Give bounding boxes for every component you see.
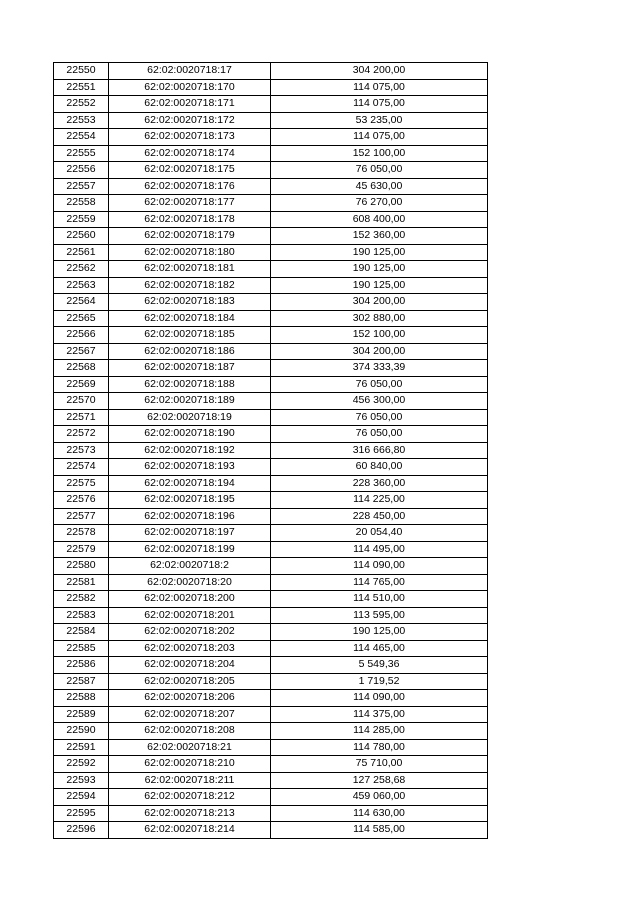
row-number-cell: 22554 — [54, 129, 109, 146]
cadastral-number-cell: 62:02:0020718:172 — [109, 112, 271, 129]
cadastral-number-cell: 62:02:0020718:174 — [109, 145, 271, 162]
value-cell: 114 465,00 — [271, 640, 488, 657]
row-number-cell: 22583 — [54, 607, 109, 624]
row-number-cell: 22586 — [54, 657, 109, 674]
table-row — [54, 178, 488, 195]
table-row — [54, 261, 488, 278]
table-body — [54, 63, 488, 839]
row-number-cell: 22569 — [54, 376, 109, 393]
table-row — [54, 756, 488, 773]
value-cell: 1 719,52 — [271, 673, 488, 690]
value-cell: 114 075,00 — [271, 79, 488, 96]
row-number-cell: 22579 — [54, 541, 109, 558]
cadastral-value-table — [53, 62, 488, 839]
table-row — [54, 459, 488, 476]
value-cell: 190 125,00 — [271, 244, 488, 261]
row-number-cell: 22568 — [54, 360, 109, 377]
cadastral-number-cell: 62:02:0020718:173 — [109, 129, 271, 146]
table-row — [54, 393, 488, 410]
table-row — [54, 426, 488, 443]
cadastral-number-cell: 62:02:0020718:196 — [109, 508, 271, 525]
row-number-cell: 22592 — [54, 756, 109, 773]
row-number-cell: 22563 — [54, 277, 109, 294]
value-cell: 456 300,00 — [271, 393, 488, 410]
table-row — [54, 376, 488, 393]
row-number-cell: 22571 — [54, 409, 109, 426]
cadastral-number-cell: 62:02:0020718:213 — [109, 805, 271, 822]
cadastral-number-cell: 62:02:0020718:20 — [109, 574, 271, 591]
table-row — [54, 591, 488, 608]
table-row — [54, 525, 488, 542]
cadastral-number-cell: 62:02:0020718:180 — [109, 244, 271, 261]
value-cell: 76 050,00 — [271, 409, 488, 426]
value-cell: 608 400,00 — [271, 211, 488, 228]
table-row — [54, 574, 488, 591]
cadastral-number-cell: 62:02:0020718:19 — [109, 409, 271, 426]
cadastral-number-cell: 62:02:0020718:197 — [109, 525, 271, 542]
table-row — [54, 360, 488, 377]
value-cell: 20 054,40 — [271, 525, 488, 542]
value-cell: 114 495,00 — [271, 541, 488, 558]
table-row — [54, 310, 488, 327]
value-cell: 190 125,00 — [271, 261, 488, 278]
value-cell: 45 630,00 — [271, 178, 488, 195]
row-number-cell: 22561 — [54, 244, 109, 261]
value-cell: 114 375,00 — [271, 706, 488, 723]
row-number-cell: 22567 — [54, 343, 109, 360]
table-row — [54, 277, 488, 294]
cadastral-number-cell: 62:02:0020718:207 — [109, 706, 271, 723]
cadastral-number-cell: 62:02:0020718:176 — [109, 178, 271, 195]
value-cell: 127 258,68 — [271, 772, 488, 789]
table-row — [54, 442, 488, 459]
cadastral-number-cell: 62:02:0020718:189 — [109, 393, 271, 410]
table-row — [54, 343, 488, 360]
value-cell: 190 125,00 — [271, 624, 488, 641]
table-row — [54, 805, 488, 822]
value-cell: 114 075,00 — [271, 129, 488, 146]
table-row — [54, 640, 488, 657]
value-cell: 76 050,00 — [271, 376, 488, 393]
table-row — [54, 789, 488, 806]
value-cell: 114 075,00 — [271, 96, 488, 113]
row-number-cell: 22564 — [54, 294, 109, 311]
value-cell: 53 235,00 — [271, 112, 488, 129]
value-cell: 114 630,00 — [271, 805, 488, 822]
value-cell: 190 125,00 — [271, 277, 488, 294]
value-cell: 75 710,00 — [271, 756, 488, 773]
cadastral-number-cell: 62:02:0020718:205 — [109, 673, 271, 690]
cadastral-number-cell: 62:02:0020718:195 — [109, 492, 271, 509]
value-cell: 114 765,00 — [271, 574, 488, 591]
value-cell: 228 450,00 — [271, 508, 488, 525]
row-number-cell: 22588 — [54, 690, 109, 707]
value-cell: 316 666,80 — [271, 442, 488, 459]
cadastral-number-cell: 62:02:0020718:188 — [109, 376, 271, 393]
cadastral-number-cell: 62:02:0020718:170 — [109, 79, 271, 96]
value-cell: 114 090,00 — [271, 558, 488, 575]
row-number-cell: 22559 — [54, 211, 109, 228]
cadastral-number-cell: 62:02:0020718:190 — [109, 426, 271, 443]
value-cell: 374 333,39 — [271, 360, 488, 377]
cadastral-number-cell: 62:02:0020718:186 — [109, 343, 271, 360]
table-row — [54, 228, 488, 245]
row-number-cell: 22566 — [54, 327, 109, 344]
row-number-cell: 22572 — [54, 426, 109, 443]
value-cell: 5 549,36 — [271, 657, 488, 674]
cadastral-number-cell: 62:02:0020718:212 — [109, 789, 271, 806]
value-cell: 304 200,00 — [271, 294, 488, 311]
cadastral-number-cell: 62:02:0020718:208 — [109, 723, 271, 740]
cadastral-number-cell: 62:02:0020718:183 — [109, 294, 271, 311]
value-cell: 304 200,00 — [271, 63, 488, 80]
value-cell: 76 270,00 — [271, 195, 488, 212]
cadastral-number-cell: 62:02:0020718:181 — [109, 261, 271, 278]
value-cell: 302 880,00 — [271, 310, 488, 327]
table-row — [54, 63, 488, 80]
row-number-cell: 22575 — [54, 475, 109, 492]
cadastral-number-cell: 62:02:0020718:185 — [109, 327, 271, 344]
cadastral-number-cell: 62:02:0020718:202 — [109, 624, 271, 641]
cadastral-number-cell: 62:02:0020718:206 — [109, 690, 271, 707]
cadastral-number-cell: 62:02:0020718:194 — [109, 475, 271, 492]
row-number-cell: 22557 — [54, 178, 109, 195]
table-row — [54, 822, 488, 839]
table-row — [54, 129, 488, 146]
row-number-cell: 22580 — [54, 558, 109, 575]
value-cell: 113 595,00 — [271, 607, 488, 624]
row-number-cell: 22587 — [54, 673, 109, 690]
row-number-cell: 22573 — [54, 442, 109, 459]
table-row — [54, 492, 488, 509]
table-row — [54, 327, 488, 344]
value-cell: 114 090,00 — [271, 690, 488, 707]
table-row — [54, 657, 488, 674]
table-row — [54, 739, 488, 756]
row-number-cell: 22558 — [54, 195, 109, 212]
row-number-cell: 22553 — [54, 112, 109, 129]
table-row — [54, 79, 488, 96]
cadastral-number-cell: 62:02:0020718:200 — [109, 591, 271, 608]
cadastral-number-cell: 62:02:0020718:193 — [109, 459, 271, 476]
cadastral-number-cell: 62:02:0020718:210 — [109, 756, 271, 773]
cadastral-number-cell: 62:02:0020718:177 — [109, 195, 271, 212]
table-row — [54, 475, 488, 492]
row-number-cell: 22576 — [54, 492, 109, 509]
cadastral-number-cell: 62:02:0020718:182 — [109, 277, 271, 294]
row-number-cell: 22594 — [54, 789, 109, 806]
value-cell: 76 050,00 — [271, 162, 488, 179]
row-number-cell: 22585 — [54, 640, 109, 657]
table-row — [54, 195, 488, 212]
value-cell: 152 360,00 — [271, 228, 488, 245]
value-cell: 114 780,00 — [271, 739, 488, 756]
row-number-cell: 22555 — [54, 145, 109, 162]
row-number-cell: 22590 — [54, 723, 109, 740]
row-number-cell: 22591 — [54, 739, 109, 756]
table-row — [54, 244, 488, 261]
cadastral-number-cell: 62:02:0020718:171 — [109, 96, 271, 113]
row-number-cell: 22581 — [54, 574, 109, 591]
table-row — [54, 211, 488, 228]
table-row — [54, 508, 488, 525]
value-cell: 228 360,00 — [271, 475, 488, 492]
row-number-cell: 22596 — [54, 822, 109, 839]
value-cell: 459 060,00 — [271, 789, 488, 806]
table-row — [54, 409, 488, 426]
row-number-cell: 22578 — [54, 525, 109, 542]
value-cell: 152 100,00 — [271, 145, 488, 162]
table-row — [54, 96, 488, 113]
value-cell: 304 200,00 — [271, 343, 488, 360]
cadastral-number-cell: 62:02:0020718:199 — [109, 541, 271, 558]
value-cell: 114 585,00 — [271, 822, 488, 839]
cadastral-number-cell: 62:02:0020718:192 — [109, 442, 271, 459]
row-number-cell: 22552 — [54, 96, 109, 113]
row-number-cell: 22589 — [54, 706, 109, 723]
cadastral-number-cell: 62:02:0020718:211 — [109, 772, 271, 789]
value-cell: 114 225,00 — [271, 492, 488, 509]
table-row — [54, 558, 488, 575]
cadastral-number-cell: 62:02:0020718:214 — [109, 822, 271, 839]
row-number-cell: 22577 — [54, 508, 109, 525]
table-row — [54, 673, 488, 690]
row-number-cell: 22565 — [54, 310, 109, 327]
cadastral-number-cell: 62:02:0020718:201 — [109, 607, 271, 624]
row-number-cell: 22570 — [54, 393, 109, 410]
cadastral-number-cell: 62:02:0020718:203 — [109, 640, 271, 657]
value-cell: 76 050,00 — [271, 426, 488, 443]
cadastral-number-cell: 62:02:0020718:2 — [109, 558, 271, 575]
table-row — [54, 162, 488, 179]
row-number-cell: 22562 — [54, 261, 109, 278]
row-number-cell: 22574 — [54, 459, 109, 476]
row-number-cell: 22560 — [54, 228, 109, 245]
cadastral-number-cell: 62:02:0020718:175 — [109, 162, 271, 179]
cadastral-number-cell: 62:02:0020718:179 — [109, 228, 271, 245]
table-row — [54, 294, 488, 311]
table-row — [54, 607, 488, 624]
value-cell: 60 840,00 — [271, 459, 488, 476]
cadastral-number-cell: 62:02:0020718:17 — [109, 63, 271, 80]
row-number-cell: 22551 — [54, 79, 109, 96]
row-number-cell: 22595 — [54, 805, 109, 822]
row-number-cell: 22550 — [54, 63, 109, 80]
row-number-cell: 22582 — [54, 591, 109, 608]
table-row — [54, 541, 488, 558]
table-row — [54, 112, 488, 129]
row-number-cell: 22556 — [54, 162, 109, 179]
value-cell: 152 100,00 — [271, 327, 488, 344]
cadastral-number-cell: 62:02:0020718:184 — [109, 310, 271, 327]
cadastral-number-cell: 62:02:0020718:204 — [109, 657, 271, 674]
cadastral-number-cell: 62:02:0020718:187 — [109, 360, 271, 377]
table-row — [54, 772, 488, 789]
table-row — [54, 706, 488, 723]
row-number-cell: 22593 — [54, 772, 109, 789]
value-cell: 114 285,00 — [271, 723, 488, 740]
table-row — [54, 690, 488, 707]
value-cell: 114 510,00 — [271, 591, 488, 608]
table-row — [54, 723, 488, 740]
cadastral-number-cell: 62:02:0020718:21 — [109, 739, 271, 756]
table-row — [54, 624, 488, 641]
row-number-cell: 22584 — [54, 624, 109, 641]
cadastral-number-cell: 62:02:0020718:178 — [109, 211, 271, 228]
table-row — [54, 145, 488, 162]
